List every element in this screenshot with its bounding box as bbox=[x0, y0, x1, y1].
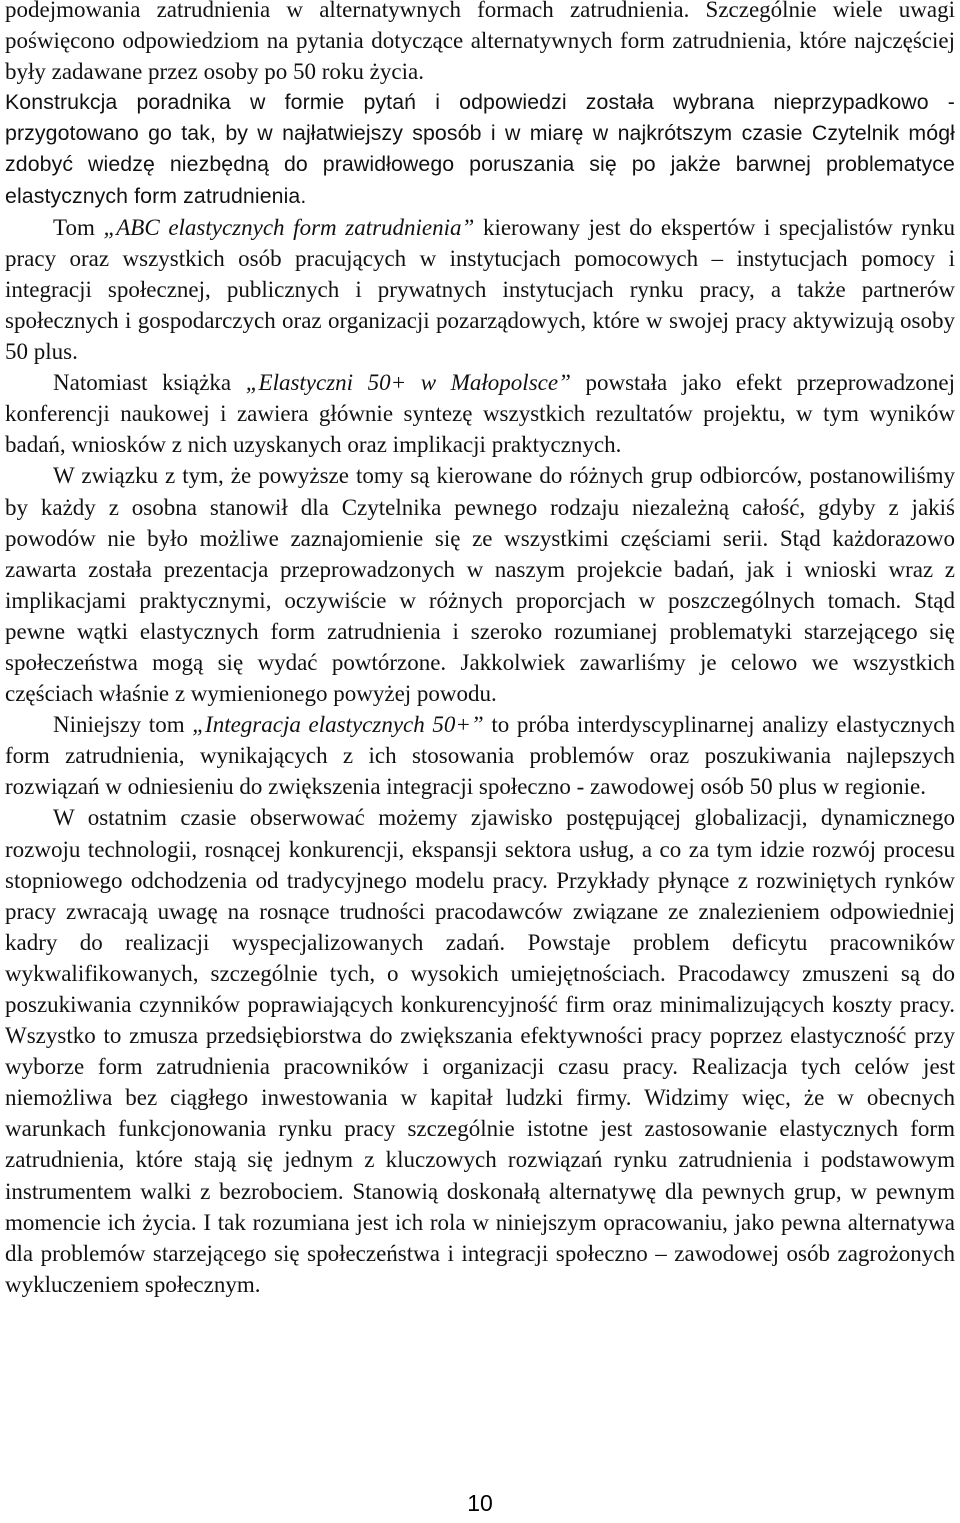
paragraph-5 bbox=[5, 709, 955, 802]
paragraph-3 bbox=[5, 367, 955, 460]
paragraph-6: W ostatnim czasie obserwować możemy zjawisko postępującej globalizacji, dynamicznego rozwoju technologii, rosnącej konkurencji, ekspansji sektora usług, a co za tym idzie rozwój procesu stopniowego odchodzenia od tradycyjnego modelu pracy. Przykłady płynące z rozwiniętych rynków pracy zwracają uwagę na rosnące trudności pracodawców związane ze znalezieniem odpowiedniej kadry do realizacji wyspecjalizowanych zadań. Powstaje problem deficytu pracowników wykwalifikowanych, szczególnie tych, o wysokich umiejętnościach. Pracodawcy zmuszeni są do poszukiwania czynników poprawiających konkurencyjność firm oraz minimalizujących koszty pracy. Wszystko to zmusza przedsiębiorstwa do zwiększania efektywności pracy poprzez elastyczność przy wyborze form zatrudnienia pracowników i organizacji czasu pracy. Realizacja tych celów jest niemożliwa bez ciągłego inwestowania w kapitał ludzki firmy. Widzimy więc, że w obecnych warunkach funkcjonowania rynku pracy szczególnie istotne jest zastosowanie elastycznych form zatrudnienia, które stają się jednym z kluczowych rozwiązań rynku zatrudnienia i podstawowym instrumentem walki z bezrobociem. Stanowią doskonałą alternatywę dla pewnych grup, w pewnym momencie ich życia. I tak rozumiana jest ich rola w niniejszym opracowaniu, jako pewna alternatywa dla problemów starzejącego się społeczeństwa i integracji społeczno – zawodowej osób zagrożonych wykluczeniem społecznym. bbox=[5, 805, 955, 1297]
document-page bbox=[5, 0, 955, 1300]
book-title-abc: „ABC elastycznych form zatrudnienia” bbox=[103, 214, 475, 240]
paragraph-4: W związku z tym, że powyższe tomy są kierowane do różnych grup odbiorców, postanowiliśmy by każdy z osobna stanowił dla Czytelnika pewnego rodzaju niezależną całość, gdyby z jakiś powodów nie było możliwe zaznajomienie się ze wszystkimi częściami serii. Stąd każdorazowo zawarta została prezentacja przeprowadzonych w naszym projekcie badań, jak i wnioski wraz z implikacjami praktycznymi, oczywiście w różnych proporcjach w poszczególnych tomach. Stąd pewne wątki elastycznych form zatrudnienia i szeroko rozumianej problematyki starzejącego się społeczeństwa mogą się wydać powtórzone. Jakkolwiek zawarliśmy je celowo we wszystkich częściach właśnie z wymienionego powyżej powodu. bbox=[5, 463, 955, 707]
book-title-elastyczni: „Elastyczni 50+ w Małopolsce” bbox=[245, 370, 571, 396]
page-number: 10 bbox=[467, 1490, 493, 1516]
paragraph-3-lead: Natomiast książka bbox=[53, 370, 246, 396]
book-title-integracja: „Integracja elastycznych 50+” bbox=[192, 712, 484, 738]
paragraph-2-body: kierowany jest do ekspertów i specjalistów rynku pracy oraz wszystkich osób pracujących w instytucjach pomocowych – instytucjach pomocy i integracji społecznej, publicznych i prywatnych instytucjach rynku pracy, a także partnerów społecznych i gospodarczych oraz organizacji pozarządowych, które w swojej pracy aktywizują osoby 50 plus. bbox=[5, 214, 955, 365]
paragraph-5-body: to próba interdyscyplinarnej analizy elastycznych form zatrudnienia, wynikających z ich stosowania problemów oraz poszukiwania najlepszych rozwiązań w odniesieniu do zwiększenia integracji społeczno - zawodowej osób 50 plus w regionie. bbox=[5, 712, 955, 800]
paragraph-2-lead: Tom bbox=[53, 214, 104, 240]
paragraph-2 bbox=[5, 212, 955, 367]
paragraph-1-serif: podejmowania zatrudnienia w alternatywnych formach zatrudnienia. Szczególnie wiele uwagi poświęcono odpowiedziom na pytania dotyczące alternatywnych form zatrudnienia, które najczęściej były zadawane przez osoby po 50 roku życia. bbox=[5, 0, 955, 85]
paragraph-5-lead: Niniejszy tom bbox=[53, 712, 193, 738]
paragraph-1-sans: Konstrukcja poradnika w formie pytań i odpowiedzi została wybrana nieprzypadkowo - przygotowano go tak, by w najłatwiejszy sposób i w miarę w najkrótszym czasie Czytelnik mógł zdobyć wiedzę niezbędną do prawidłowego poruszania się po jakże barwnej problematyce elastycznych form zatrudnienia. bbox=[5, 90, 955, 208]
paragraph-3-body: powstała jako efekt przeprowadzonej konferencji naukowej i zawiera głównie syntezę wszystkich rezultatów projektu, w tym wyników badań, wniosków z nich uzyskanych oraz implikacji praktycznych. bbox=[5, 370, 955, 458]
